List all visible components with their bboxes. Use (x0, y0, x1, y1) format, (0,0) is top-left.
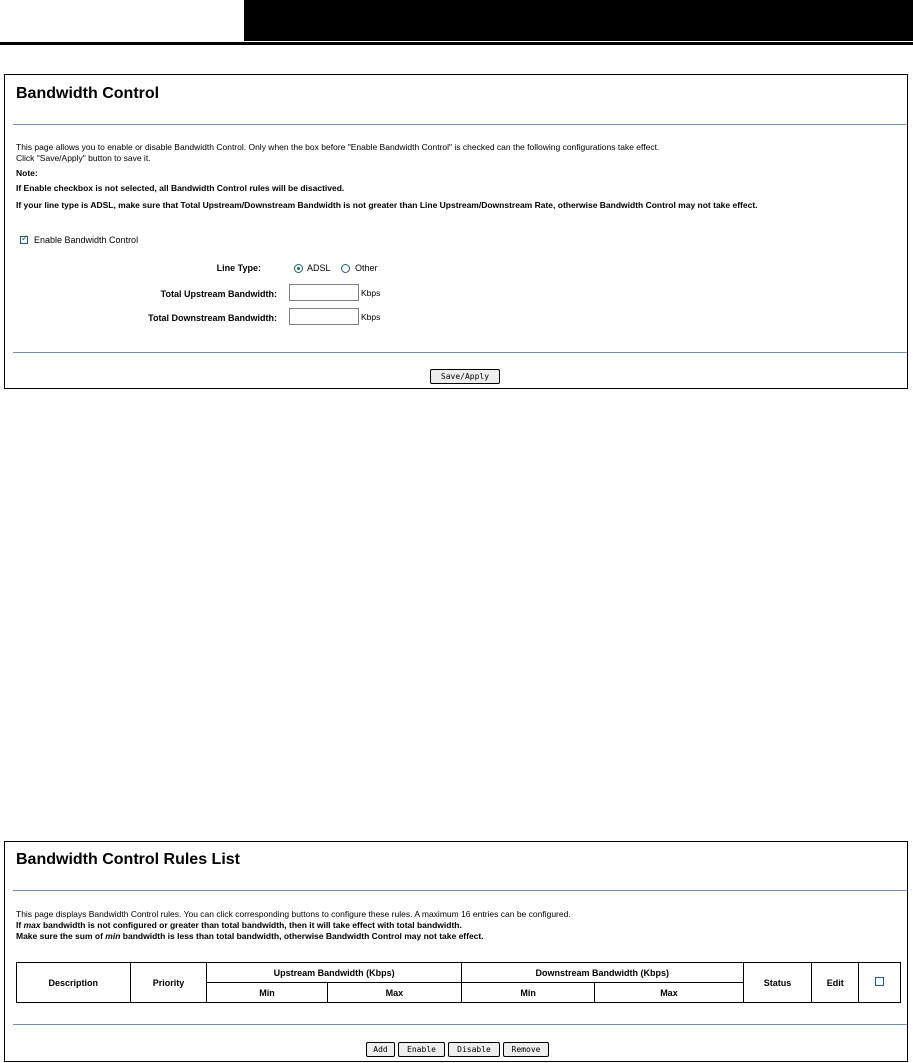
col-upstream-min: Min (207, 983, 327, 1003)
note-text-2: If your line type is ADSL, make sure that Total Upstream/Downstream Bandwidth is not greater than Line Upstream/Downstream Rate, otherwise Bandwidth Control may not take effect. (16, 200, 758, 210)
rules-note-min: Make sure the sum of min bandwidth is less than total bandwidth, otherwise Bandwidth Control may not take effect. (16, 931, 484, 941)
col-downstream: Downstream Bandwidth (Kbps) (462, 963, 744, 983)
intro-text: This page allows you to enable or disable Bandwidth Control. Only when the box before "Enable Bandwidth Control" is checked can the following configurations take effect. (16, 142, 660, 152)
line-type-other-radio[interactable] (341, 264, 350, 273)
note-label: Note: (16, 168, 38, 178)
add-button[interactable]: Add (366, 1042, 395, 1057)
upstream-unit: Kbps (361, 288, 381, 298)
downstream-input[interactable] (289, 308, 359, 325)
intro-text-save: Click "Save/Apply" button to save it. (16, 153, 151, 163)
col-edit: Edit (812, 963, 859, 1003)
select-all-checkbox[interactable] (875, 977, 884, 986)
divider (13, 890, 907, 891)
enable-bandwidth-label: Enable Bandwidth Control (34, 235, 139, 245)
enable-button[interactable]: Enable (398, 1042, 445, 1057)
header-bar (244, 0, 913, 41)
divider-bottom (13, 352, 907, 353)
col-upstream: Upstream Bandwidth (Kbps) (207, 963, 462, 983)
col-upstream-max: Max (327, 983, 461, 1003)
rules-note-max: If max bandwidth is not configured or greater than total bandwidth, then it will take effect with total bandwidth. (16, 920, 462, 930)
enable-bandwidth-checkbox[interactable] (20, 236, 28, 244)
line-type-adsl-radio[interactable] (294, 264, 303, 273)
col-downstream-max: Max (595, 983, 743, 1003)
rules-list-panel (4, 841, 908, 1062)
line-type-other-label: Other (355, 263, 378, 273)
bandwidth-control-panel (4, 74, 908, 389)
note-text-1: If Enable checkbox is not selected, all Bandwidth Control rules will be disactived. (16, 183, 345, 193)
col-description: Description (17, 963, 131, 1003)
disable-button[interactable]: Disable (448, 1042, 500, 1057)
upstream-input[interactable] (289, 284, 359, 301)
rules-intro-text: This page displays Bandwidth Control rules. You can click corresponding buttons to configure these rules. A maximum 16 entries can be configured. (16, 909, 571, 919)
save-apply-button[interactable]: Save/Apply (430, 369, 500, 384)
line-type-label: Line Type: (216, 263, 261, 273)
col-downstream-min: Min (462, 983, 595, 1003)
remove-button[interactable]: Remove (503, 1042, 549, 1057)
divider (13, 124, 907, 125)
downstream-unit: Kbps (361, 312, 381, 322)
downstream-label: Total Downstream Bandwidth: (148, 313, 277, 323)
upstream-label: Total Upstream Bandwidth: (160, 289, 277, 299)
col-status: Status (743, 963, 812, 1003)
col-priority: Priority (130, 963, 207, 1003)
rules-list-title: Bandwidth Control Rules List (16, 851, 240, 868)
rules-table (16, 962, 901, 1003)
col-select-all (859, 963, 901, 1003)
divider-bottom (13, 1024, 907, 1025)
page-title: Bandwidth Control (16, 85, 160, 102)
line-type-adsl-label: ADSL (307, 263, 331, 273)
header-rule (0, 42, 913, 45)
